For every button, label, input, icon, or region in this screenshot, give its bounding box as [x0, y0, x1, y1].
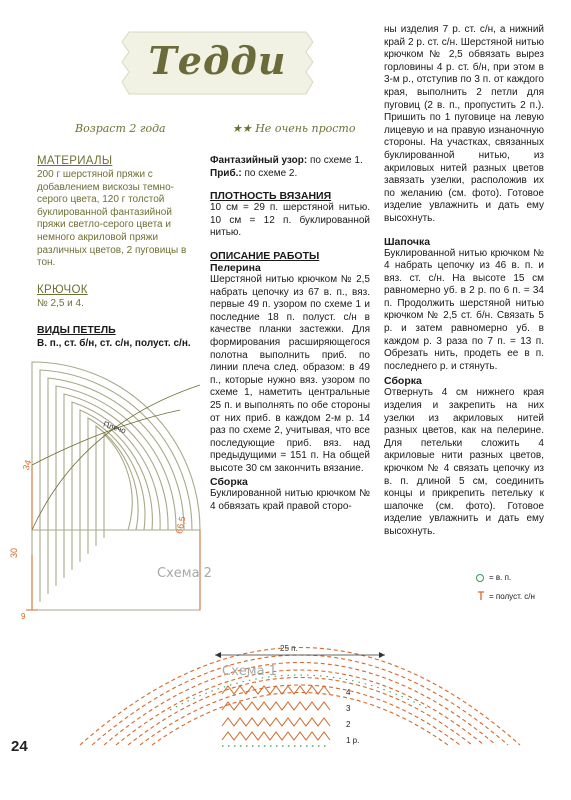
hat-assembly-text: Отвернуть 4 см нижнего края изделия и закрепить на них узелки из акриловых нитей разных цветов, как на пелерине. Для петельки сложить 4 акриловые нити разных цветов, крючком № 4 связать цепочку из в. п. длиной 5 см, соединить концы и прикрепить петельку к шапочке (см. фото). Готовое изделие увлажнить и дать ему высохнуть. [384, 387, 544, 537]
schema-1-chart [218, 684, 338, 750]
hat-text: Буклированной нитью крючком № 4 набрать цепочку из 46 в. п. и вяз. ст. с/н. На высоте 15 см равномерно уб. в 2 р. по 6 п. = 34 п. Продолжить шерстяной нитью крючком № 2,5 ст. б/н. Связать 5 р. и затем равномерно уб. в каждом р. 3 раза по 7 п. = 13 п. Обрезать нить, продеть ее в п. последнего р. и стянуть. [384, 247, 544, 372]
dim-30-label: 30 [9, 547, 20, 559]
gauge-heading: ПЛОТНОСТЬ ВЯЗАНИЯ [210, 190, 332, 203]
schema-row-1: 1 р. [346, 736, 360, 745]
hat-heading: Шапочка [384, 235, 431, 248]
page-number: 24 [11, 738, 28, 755]
hat-assembly-heading: Сборка [384, 375, 422, 388]
assembly-heading: Сборка [210, 476, 248, 489]
legend-chain-label: = в. п. [489, 573, 512, 582]
stitch-types-text: В. п., ст. б/н, ст. с/н, полуст. с/н. [37, 338, 191, 350]
dim-9-label: 9 [21, 612, 26, 621]
hook-heading: КРЮЧОК [37, 283, 88, 296]
instructions-column [210, 155, 370, 514]
age-label: Возраст 2 года [75, 122, 166, 135]
difficulty-label: ★★ Не очень просто [232, 122, 356, 135]
materials-column [37, 155, 197, 351]
assembly-text: Буклированной нитью крючком № 4 обвязать край правой сторо- [210, 488, 370, 513]
pattern-text: по схеме 1. [309, 155, 363, 166]
schema-row-3: 3 [346, 704, 351, 713]
page-title: Тедди [148, 38, 287, 83]
schema-row-4: 4 [346, 688, 351, 697]
schema-2-label: Схема 2 [157, 566, 212, 581]
chain-stitch-symbol [476, 574, 484, 582]
materials-heading: МАТЕРИАЛЫ [37, 155, 113, 167]
instructions-column-right [384, 24, 544, 539]
pattern-label: Фантазийный узор: [210, 155, 308, 166]
cape-heading: Пелерина [210, 261, 261, 274]
hook-text: № 2,5 и 4. [37, 297, 84, 309]
schema-span-label: 25 п. [280, 644, 298, 653]
materials-text: 200 г шерстяной пряжи с добавлением вискозы темно-серого цвета, 120 г толстой буклированной фантазийной пряжи светло-серого цвета и немного акриловой пряжи различных цветов, 2 пуговицы в тон. [37, 169, 187, 269]
legend-hdc-label: = полуст. с/н [489, 592, 535, 601]
schema-row-2: 2 [346, 720, 351, 729]
increase-text: по схеме 2. [244, 167, 298, 179]
cape-text: Шерстяной нитью крючком № 2,5 набрать цепочку из 67 в. п., вяз. первые 49 п. узором по схеме 1 и последние 18 п. полуст. с/н в качестве планки застежки. Для формирования расширяющегося полотна выполнить приб. по линии плеча след. образом: в 49 п., которые нужно вяз. узором по схеме 1, наметить центральные 25 п. и выполнять по обе стороны от них приб. в каждом 2-м р. 14 раз по схеме 2, учитывая, что все последующие приб. вяз. над предыдущими = 151 п. На общей высоте 30 см закончить вязание. [210, 273, 370, 474]
gauge-text: 10 см = 29 п. шерстяной нитью. 10 см = 12 п. буклированной нитью. [210, 202, 370, 239]
stitch-types-heading: ВИДЫ ПЕТЕЛЬ [37, 324, 116, 337]
schema-1-label: Схема 1 [222, 664, 277, 679]
dim-34-label: 34 [20, 458, 34, 472]
dim-66-label: 66,5 [174, 515, 188, 535]
increase-label: Приб.: [210, 167, 242, 179]
shoulder-label: Плечо [102, 419, 128, 436]
continuation-text: ны изделия 7 р. ст. с/н, а нижний край 2 р. ст. с/н. Шерстяной нитью крючком № 2,5 обвязать вырез горловины 4 р. ст. б/н, при этом в 3-м р., отступив по 3 п. от каждого края, выполнить 2 петли для пуговиц (2 в. п., пропустить 2 п.). Пришить по 1 пуговице на левую лицевую и на правую изнаночную стороны. На участках, связанных буклированной нитью, из акриловых нитей разных цветов завязать узелки, расположив их по желанию (см. фото). Готовое изделие увлажнить и дать ему высохнуть. [384, 24, 544, 224]
half-double-symbol [477, 591, 485, 601]
description-heading: ОПИСАНИЕ РАБОТЫ [210, 249, 320, 262]
